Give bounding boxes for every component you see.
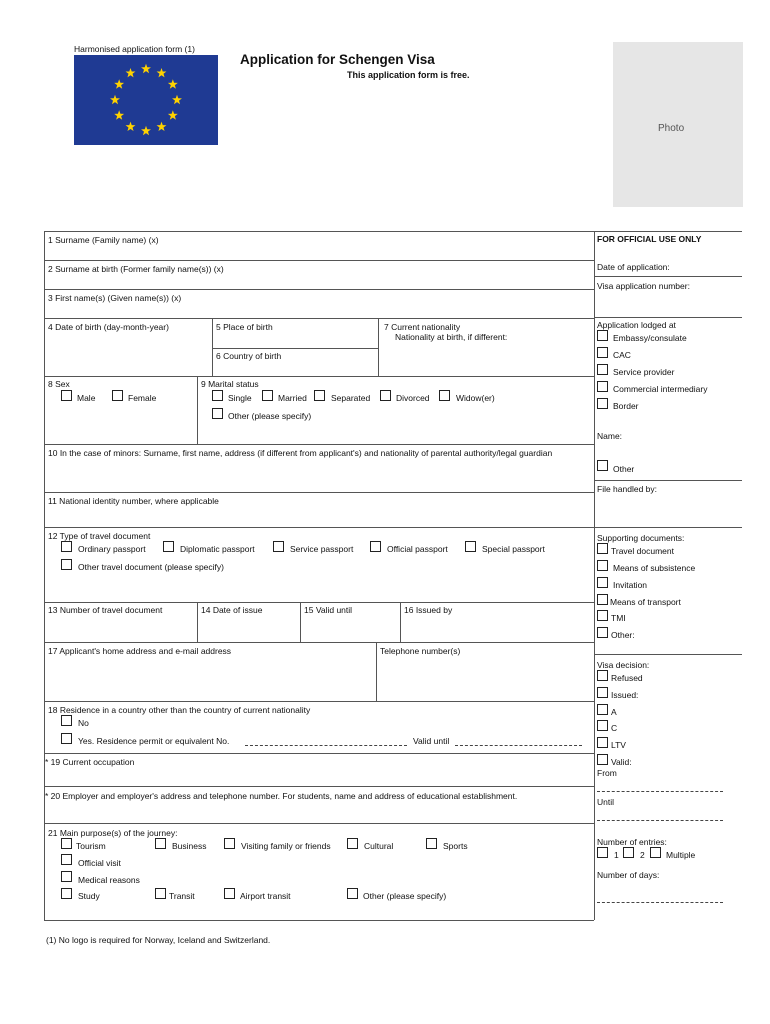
purpose-other-label: Other (please specify)	[363, 891, 447, 901]
other-travel-doc-label: Other travel document (please specify)	[78, 562, 224, 572]
photo-box[interactable]	[613, 42, 743, 207]
footnote: (1) No logo is required for Norway, Iceland and Switzerland.	[46, 935, 271, 945]
surname-at-birth-field[interactable]: 2 Surname at birth (Former family name(s)) (x)	[48, 264, 224, 274]
official-border-checkbox[interactable]	[597, 398, 608, 409]
marital-married-label: Married	[278, 393, 307, 403]
eu-star-icon	[157, 68, 167, 77]
employer-field[interactable]: * 20 Employer and employer's address and telephone number. For students, name and address of educational establishment.	[45, 791, 518, 801]
official-name-label: Name:	[597, 431, 623, 441]
official-until-label: Until	[597, 797, 615, 807]
purpose-sports-label: Sports	[443, 841, 468, 851]
purpose-airport-transit-checkbox[interactable]	[224, 888, 235, 899]
official-travel-doc-label: Travel document	[611, 546, 674, 556]
residence-no-label: No	[78, 718, 89, 728]
official-border-label: Border	[613, 401, 639, 411]
purpose-visiting-label: Visiting family or friends	[241, 841, 331, 851]
minors-guardian-field[interactable]: 10 In the case of minors: Surname, first name, address (if different from applicant's) and nationality of parental authority/legal guardian	[48, 448, 553, 458]
surname-field[interactable]: 1 Surname (Family name) (x)	[48, 235, 159, 245]
official-other-checkbox[interactable]	[597, 460, 608, 471]
residence-valid-until-input[interactable]	[455, 745, 582, 746]
service-passport-label: Service passport	[290, 544, 354, 554]
official-until-input[interactable]	[597, 820, 723, 821]
first-name-field[interactable]: 3 First name(s) (Given name(s)) (x)	[48, 293, 182, 303]
official-c-checkbox[interactable]	[597, 720, 608, 731]
marital-divorced-checkbox[interactable]	[380, 390, 391, 401]
purpose-medical-checkbox[interactable]	[61, 871, 72, 882]
page-subtitle: This application form is free.	[347, 70, 470, 80]
sex-male-checkbox[interactable]	[61, 390, 72, 401]
official-divider	[594, 231, 595, 920]
marital-divorced-label: Divorced	[396, 393, 430, 403]
official-embassy-label: Embassy/consulate	[613, 333, 687, 343]
purpose-tourism-checkbox[interactable]	[61, 838, 72, 849]
eu-star-icon	[110, 95, 120, 104]
official-other2-checkbox[interactable]	[597, 627, 608, 638]
official-from-input[interactable]	[597, 791, 723, 792]
marital-separated-label: Separated	[331, 393, 371, 403]
official-issued-checkbox[interactable]	[597, 687, 608, 698]
official-cac-label: CAC	[613, 350, 631, 360]
official-days-input[interactable]	[597, 902, 723, 903]
sex-male-label: Male	[77, 393, 96, 403]
travel-doc-number-field[interactable]: 13 Number of travel document	[48, 605, 163, 615]
eu-star-icon	[172, 95, 182, 104]
purpose-cultural-label: Cultural	[364, 841, 394, 851]
eu-star-icon	[168, 110, 178, 119]
eu-star-icon	[126, 122, 136, 131]
purpose-official-checkbox[interactable]	[61, 854, 72, 865]
official-means-transport-label: Means of transport	[610, 597, 681, 607]
sex-female-label: Female	[128, 393, 157, 403]
official-a-label: A	[611, 707, 617, 717]
official-means-sub-label: Means of subsistence	[613, 563, 696, 573]
current-occupation-field[interactable]: * 19 Current occupation	[45, 757, 135, 767]
purpose-business-label: Business	[172, 841, 207, 851]
form-top-border	[44, 231, 594, 232]
purpose-visiting-checkbox[interactable]	[224, 838, 235, 849]
official-top-border	[594, 231, 742, 232]
official-valid-label: Valid:	[611, 757, 632, 767]
official-travel-doc-checkbox[interactable]	[597, 543, 608, 554]
official-other-label: Other	[613, 464, 635, 474]
purpose-transit-label: Transit	[169, 891, 195, 901]
official-entries-2-checkbox[interactable]	[623, 847, 634, 858]
official-supporting-docs: Supporting documents:	[597, 533, 685, 543]
telephone-field[interactable]: Telephone number(s)	[380, 646, 461, 656]
form-left-border	[44, 231, 45, 920]
official-means-sub-checkbox[interactable]	[597, 560, 608, 571]
eu-star-icon	[126, 68, 136, 77]
official-entries-1-label: 1	[614, 850, 619, 860]
official-valid-checkbox[interactable]	[597, 754, 608, 765]
purpose-transit-checkbox[interactable]	[155, 888, 166, 899]
official-entries-1-checkbox[interactable]	[597, 847, 608, 858]
ordinary-passport-label: Ordinary passport	[78, 544, 146, 554]
official-cac-checkbox[interactable]	[597, 347, 608, 358]
official-other2-label: Other:	[611, 630, 635, 640]
official-commercial-label: Commercial intermediary	[613, 384, 708, 394]
eu-star-icon	[141, 64, 151, 73]
official-invitation-label: Invitation	[613, 580, 648, 590]
official-tmi-checkbox[interactable]	[597, 610, 608, 621]
purpose-medical-label: Medical reasons	[78, 875, 140, 885]
national-id-field[interactable]: 11 National identity number, where applicable	[48, 496, 219, 506]
official-ltv-label: LTV	[611, 740, 626, 750]
eu-stars-icon	[74, 55, 218, 145]
purpose-study-label: Study	[78, 891, 100, 901]
eu-star-icon	[157, 122, 167, 131]
official-a-checkbox[interactable]	[597, 704, 608, 715]
official-entries-label: Number of entries:	[597, 837, 667, 847]
official-days-label: Number of days:	[597, 870, 660, 880]
official-entries-multiple-label: Multiple	[666, 850, 696, 860]
official-c-label: C	[611, 723, 618, 733]
eu-star-icon	[168, 79, 178, 88]
purpose-official-label: Official visit	[78, 858, 121, 868]
travel-doc-type-label: 12 Type of travel document	[48, 531, 151, 541]
harmonised-label: Harmonised application form (1)	[74, 44, 195, 54]
eu-star-icon	[114, 110, 124, 119]
official-entries-2-label: 2	[640, 850, 645, 860]
official-entries-multiple-checkbox[interactable]	[650, 847, 661, 858]
marital-widow-checkbox[interactable]	[439, 390, 450, 401]
marital-single-checkbox[interactable]	[212, 390, 223, 401]
official-issued-label: Issued:	[611, 690, 639, 700]
purpose-sports-checkbox[interactable]	[426, 838, 437, 849]
marital-other-checkbox[interactable]	[212, 408, 223, 419]
residence-no-checkbox[interactable]	[61, 715, 72, 726]
official-from-label: From	[597, 768, 617, 778]
diplomatic-passport-label: Diplomatic passport	[180, 544, 255, 554]
residence-yes-checkbox[interactable]	[61, 733, 72, 744]
special-passport-label: Special passport	[482, 544, 545, 554]
valid-until-field[interactable]: 15 Valid until	[304, 605, 353, 615]
service-passport-checkbox[interactable]	[273, 541, 284, 552]
eu-flag-logo	[74, 55, 218, 145]
official-ltv-checkbox[interactable]	[597, 737, 608, 748]
purpose-other-checkbox[interactable]	[347, 888, 358, 899]
special-passport-checkbox[interactable]	[465, 541, 476, 552]
purpose-cultural-checkbox[interactable]	[347, 838, 358, 849]
date-of-issue-field[interactable]: 14 Date of issue	[201, 605, 263, 615]
official-passport-checkbox[interactable]	[370, 541, 381, 552]
official-visa-app-number: Visa application number:	[597, 281, 690, 291]
official-means-transport-checkbox[interactable]	[597, 594, 608, 605]
official-embassy-checkbox[interactable]	[597, 330, 608, 341]
place-of-birth-field[interactable]: 5 Place of birth	[216, 322, 273, 332]
diplomatic-passport-checkbox[interactable]	[163, 541, 174, 552]
official-refused-label: Refused	[611, 673, 643, 683]
issued-by-field[interactable]: 16 Issued by	[404, 605, 453, 615]
nationality-at-birth-label: Nationality at birth, if different:	[395, 332, 508, 342]
official-date-of-application: Date of application:	[597, 262, 670, 272]
purpose-tourism-label: Tourism	[76, 841, 106, 851]
official-file-handled: File handled by:	[597, 484, 658, 494]
official-passport-label: Official passport	[387, 544, 448, 554]
residence-permit-number-input[interactable]	[245, 745, 407, 746]
marital-single-label: Single	[228, 393, 252, 403]
purpose-study-checkbox[interactable]	[61, 888, 72, 899]
residence-valid-until-label: Valid until	[413, 736, 450, 746]
official-commercial-checkbox[interactable]	[597, 381, 608, 392]
photo-label: Photo	[658, 123, 685, 134]
marital-married-checkbox[interactable]	[262, 390, 273, 401]
other-travel-doc-checkbox[interactable]	[61, 559, 72, 570]
purpose-airport-transit-label: Airport transit	[240, 891, 291, 901]
marital-widow-label: Widow(er)	[456, 393, 495, 403]
official-service-provider-label: Service provider	[613, 367, 675, 377]
marital-status-label: 9 Marital status	[201, 379, 259, 389]
sex-female-checkbox[interactable]	[112, 390, 123, 401]
current-nationality-field[interactable]: 7 Current nationality	[384, 322, 461, 332]
official-service-provider-checkbox[interactable]	[597, 364, 608, 375]
eu-star-icon	[141, 126, 151, 135]
ordinary-passport-checkbox[interactable]	[61, 541, 72, 552]
country-of-birth-field[interactable]: 6 Country of birth	[216, 351, 282, 361]
official-tmi-label: TMI	[611, 613, 626, 623]
purpose-business-checkbox[interactable]	[155, 838, 166, 849]
date-of-birth-field[interactable]: 4 Date of birth (day-month-year)	[48, 322, 169, 332]
residence-label: 18 Residence in a country other than the country of current nationality	[48, 705, 311, 715]
eu-star-icon	[114, 79, 124, 88]
purpose-label: 21 Main purpose(s) of the journey:	[48, 828, 178, 838]
official-visa-decision: Visa decision:	[597, 660, 650, 670]
marital-separated-checkbox[interactable]	[314, 390, 325, 401]
page-title: Application for Schengen Visa	[240, 52, 435, 67]
sex-label: 8 Sex	[48, 379, 70, 389]
official-refused-checkbox[interactable]	[597, 670, 608, 681]
residence-yes-label: Yes. Residence permit or equivalent No.	[78, 736, 230, 746]
marital-other-label: Other (please specify)	[228, 411, 312, 421]
official-lodged-at: Application lodged at	[597, 320, 676, 330]
official-invitation-checkbox[interactable]	[597, 577, 608, 588]
home-address-field[interactable]: 17 Applicant's home address and e-mail address	[48, 646, 232, 656]
official-use-heading: FOR OFFICIAL USE ONLY	[597, 234, 702, 244]
